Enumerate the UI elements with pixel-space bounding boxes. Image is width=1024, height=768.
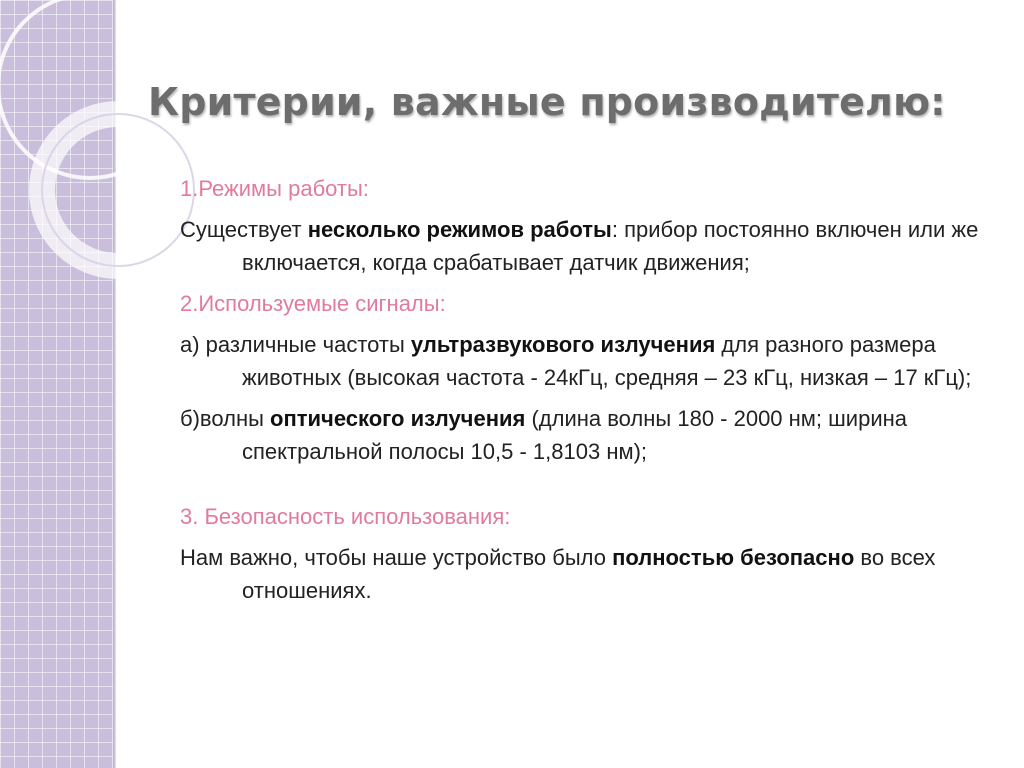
paragraph-ultrasonic: а) различные частоты ультразвукового излучения для разного размера животных (высокая частота - 24кГц, средняя – 23 кГц, низкая – 17 кГц);: [180, 332, 972, 390]
side-panel-background: [0, 0, 113, 768]
section-heading-modes: 1.Режимы работы:: [180, 176, 369, 201]
slide-content: [180, 172, 980, 615]
paragraph-safety: Нам важно, чтобы наше устройство было полностью безопасно во всех отношениях.: [180, 545, 936, 603]
paragraph-modes: Существует несколько режимов работы: прибор постоянно включен или же включается, когда срабатывает датчик движения;: [180, 217, 979, 275]
section-heading-signals: 2.Используемые сигналы:: [180, 291, 446, 316]
section-heading-safety: 3. Безопасность использования:: [180, 504, 511, 529]
page-title: Критерии, важные производителю:: [148, 80, 946, 124]
side-panel-edge: [113, 0, 116, 768]
paragraph-optical: б)волны оптического излучения (длина волны 180 - 2000 нм; ширина спектральной полосы 10,5 - 1,8103 нм);: [180, 406, 908, 464]
